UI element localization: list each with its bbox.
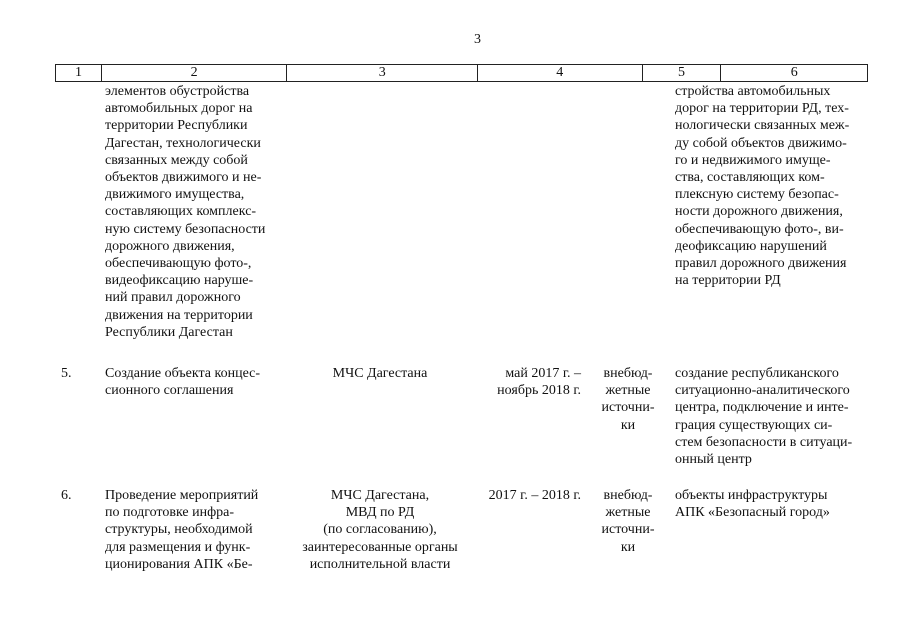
text-line: сионного соглашения: [105, 383, 234, 399]
text-line: составляющих комплекс-: [105, 204, 257, 220]
text-line: жетные: [605, 383, 651, 399]
text-line: ционирования АПК «Бе-: [105, 556, 253, 572]
text-line: Дагестан, технологически: [105, 135, 261, 151]
text-line: создание республиканского: [675, 366, 839, 381]
text-line: жетные: [605, 505, 651, 521]
text-line: ности дорожного движения,: [675, 204, 843, 220]
text-line: стем безопасности в ситуаци-: [675, 434, 853, 450]
text-line: внебюд-: [603, 366, 653, 381]
text-line: дорог на территории РД, тех-: [675, 101, 849, 117]
row-5-event: [105, 365, 280, 399]
header-col-4: 4: [478, 65, 643, 81]
row-6-event: [105, 487, 280, 573]
text-line: обеспечивающую фото-, ви-: [675, 221, 844, 237]
text-line: источни-: [601, 400, 655, 416]
text-line: ки: [620, 539, 636, 555]
text-line: Проведение мероприятий: [105, 488, 259, 503]
row-6-executor: [284, 487, 476, 573]
page-number: 3: [474, 32, 481, 47]
text-line: ситуационно-аналитического: [675, 383, 850, 399]
header-col-3: 3: [287, 65, 478, 81]
text-line: объектов движимого и не-: [105, 170, 262, 186]
text-line: исполнительной власти: [309, 556, 451, 572]
text-line: по подготовке инфра-: [105, 505, 235, 521]
header-col-1: 1: [56, 65, 102, 81]
text-line: связанных между собой: [105, 152, 248, 168]
row-6-result: [675, 487, 867, 521]
text-line: ную систему безопасности: [105, 221, 266, 237]
text-line: стройства автомобильных: [675, 84, 831, 99]
text-line: грация существующих си-: [675, 417, 833, 433]
text-line: внебюд-: [603, 488, 653, 503]
text-line: территории Республики: [105, 118, 248, 134]
text-line: ки: [620, 417, 636, 433]
continuation-col2: [105, 83, 280, 341]
row-6-number: 6.: [61, 488, 72, 503]
row-5-funding: [594, 365, 662, 434]
row-5-executor: [290, 365, 470, 382]
text-line: обеспечивающую фото-,: [105, 256, 252, 272]
continuation-col6: [675, 83, 867, 289]
text-line: Создание объекта концес-: [105, 366, 261, 381]
row-6-funding: [594, 487, 662, 556]
header-col-5: 5: [643, 65, 722, 81]
text-line: МЧС Дагестана,: [330, 488, 430, 503]
text-line: го и недвижимого имуще-: [675, 152, 831, 168]
text-line: структуры, необходимой: [105, 522, 253, 538]
text-line: нологически связанных меж-: [675, 118, 850, 134]
row-5-period: [460, 365, 581, 399]
text-line: 2017 г. – 2018 г.: [488, 488, 581, 503]
text-line: плексную систему безопас-: [675, 187, 839, 203]
text-line: онный центр: [675, 452, 752, 468]
text-line: источни-: [601, 522, 655, 538]
row-5-result: [675, 365, 867, 468]
text-line: правил дорожного движения: [675, 256, 847, 272]
text-line: ноябрь 2018 г.: [497, 383, 581, 399]
text-line: движения на территории: [105, 307, 253, 323]
text-line: АПК «Безопасный город»: [675, 505, 830, 521]
row-5-number: 5.: [61, 366, 72, 381]
text-line: объекты инфраструктуры: [675, 488, 828, 503]
text-line: Республики Дагестан: [105, 324, 233, 340]
text-line: автомобильных дорог на: [105, 101, 253, 117]
text-line: ства, составляющих ком-: [675, 170, 825, 186]
text-line: май 2017 г. –: [505, 366, 581, 381]
text-line: элементов обустройства: [105, 84, 250, 99]
text-line: МЧС Дагестана: [332, 366, 428, 381]
text-line: дорожного движения,: [105, 238, 235, 254]
text-line: на территории РД: [675, 273, 781, 289]
row-6-period: [460, 487, 581, 504]
table-header: [55, 64, 868, 82]
header-col-2: 2: [102, 65, 288, 81]
text-line: видеофиксацию наруше-: [105, 273, 254, 289]
text-line: (по согласованию),: [323, 522, 437, 538]
text-line: МВД по РД: [345, 505, 415, 521]
text-line: заинтересованные органы: [302, 539, 458, 555]
text-line: ду собой объектов движимо-: [675, 135, 847, 151]
text-line: центра, подключение и инте-: [675, 400, 849, 416]
text-line: для размещения и функ-: [105, 539, 251, 555]
text-line: деофиксацию нарушений: [675, 238, 827, 254]
text-line: ний правил дорожного: [105, 290, 241, 306]
header-col-6: 6: [790, 65, 798, 80]
text-line: движимого имущества,: [105, 187, 245, 203]
